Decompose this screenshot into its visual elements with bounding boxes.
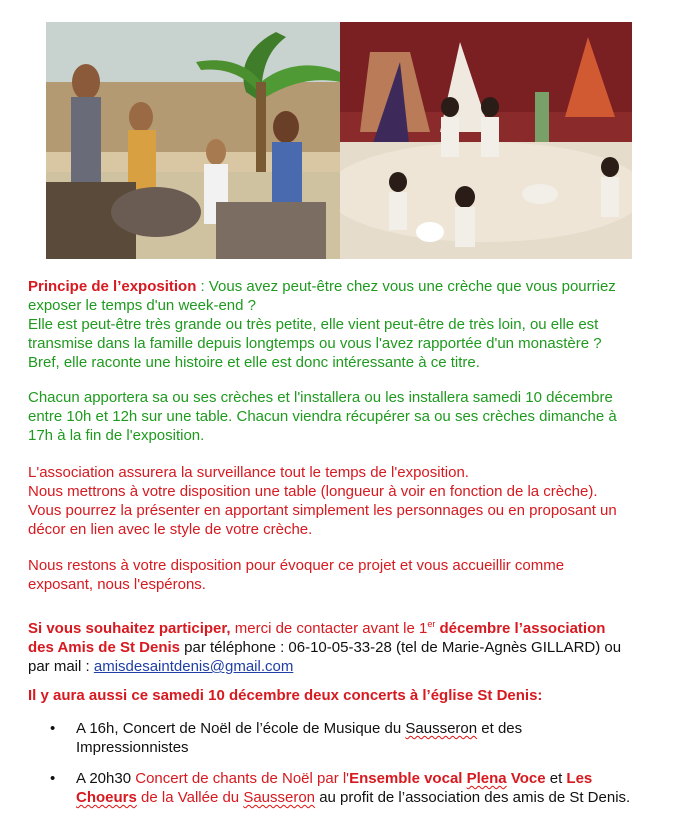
concert1-text: A 16h, Concert de Noël de l’école de Musique du — [76, 720, 406, 737]
contact-association: des Amis de St Denis — [28, 639, 180, 656]
concert2-choeurs: Choeurs — [76, 789, 137, 806]
concert2-end: au profit de l’association des amis de St Denis. — [315, 789, 631, 806]
nativity-photo-right — [340, 22, 632, 259]
principle-line2: exposer le temps d'un week-end ? — [28, 297, 256, 314]
concert2-et: et — [545, 770, 567, 787]
concert1-sausseron: Sausseron — [405, 720, 478, 737]
nativity-photo-left — [46, 22, 340, 259]
surveillance-line3: Vous pourrez la présenter en apportant simplement les personnages ou en proposant un — [28, 502, 617, 519]
paragraph-availability — [28, 556, 678, 594]
paragraph-principle — [28, 277, 678, 372]
principle-line5: Bref, elle raconte une histoire et elle est donc intéressante à ce titre. — [28, 354, 480, 371]
contact-mail-label: par mail : — [28, 658, 94, 675]
concert2-vallee: de la Vallée du — [136, 789, 244, 806]
contact-decembre: décembre l’association — [435, 620, 606, 637]
principle-line3: Elle est peut-être très grande ou très petite, elle vient peut-être de très loin, ou elle est — [28, 316, 599, 333]
bullet-icon: • — [50, 720, 56, 737]
installation-line2: entre 10h et 12h sur une table. Chacun viendra récupérer sa ou ses crèches dimanche à — [28, 408, 617, 425]
installation-line1: Chacun apportera sa ou ses crèches et l'installera ou les installera samedi 10 décembre — [28, 389, 613, 406]
concert2-voce: Voce — [506, 770, 546, 787]
availability-line1: Nous restons à votre disposition pour évoquer ce projet et vous accueillir comme — [28, 557, 565, 574]
contact-merci: merci de contacter avant le 1 — [230, 620, 428, 637]
principle-line1: : Vous avez peut-être chez vous une crèche que vous pourriez — [196, 278, 616, 295]
contact-lead: Si vous souhaitez participer, — [28, 620, 231, 637]
header-photo — [46, 22, 632, 259]
concert1-line2: Impressionnistes — [76, 739, 189, 756]
concert2-plena: Plena — [466, 770, 507, 787]
paragraph-surveillance — [28, 463, 678, 539]
contact-phone: par téléphone : 06-10-05-33-28 (tel de Marie-Agnès GILLARD) ou — [180, 639, 622, 656]
surveillance-line1: L'association assurera la surveillance tout le temps de l'exposition. — [28, 464, 469, 481]
surveillance-line4: décor en lien avec le style de votre crèche. — [28, 521, 313, 538]
installation-line3: 17h à la fin de l'exposition. — [28, 427, 205, 444]
principle-title: Principe de l’exposition — [28, 278, 197, 295]
concert2-ensemble: Ensemble vocal — [349, 770, 467, 787]
concerts-heading: Il y aura aussi ce samedi 10 décembre deux concerts à l’église St Denis: — [28, 687, 543, 704]
concert2-sausseron: Sausseron — [243, 789, 316, 806]
paragraph-contact — [28, 619, 678, 676]
concert1-text-end: et des — [477, 720, 523, 737]
concert2-desc: Concert de chants de Noël par l' — [135, 770, 350, 787]
principle-line4: transmise dans la famille depuis longtemps ou vous l'avez rapportée d'un monastère ? — [28, 335, 602, 352]
paragraph-installation — [28, 388, 678, 445]
bullet-icon: • — [50, 770, 56, 787]
concert2-les: Les — [566, 770, 593, 787]
email-link[interactable]: amisdesaintdenis@gmail.com — [93, 658, 294, 675]
availability-line2: exposant, nous l'espérons. — [28, 576, 206, 593]
concert2-time: A 20h30 — [76, 770, 136, 787]
surveillance-line2: Nous mettrons à votre disposition une table (longueur à voir en fonction de la crèche). — [28, 483, 598, 500]
contact-sup: er — [427, 619, 436, 629]
